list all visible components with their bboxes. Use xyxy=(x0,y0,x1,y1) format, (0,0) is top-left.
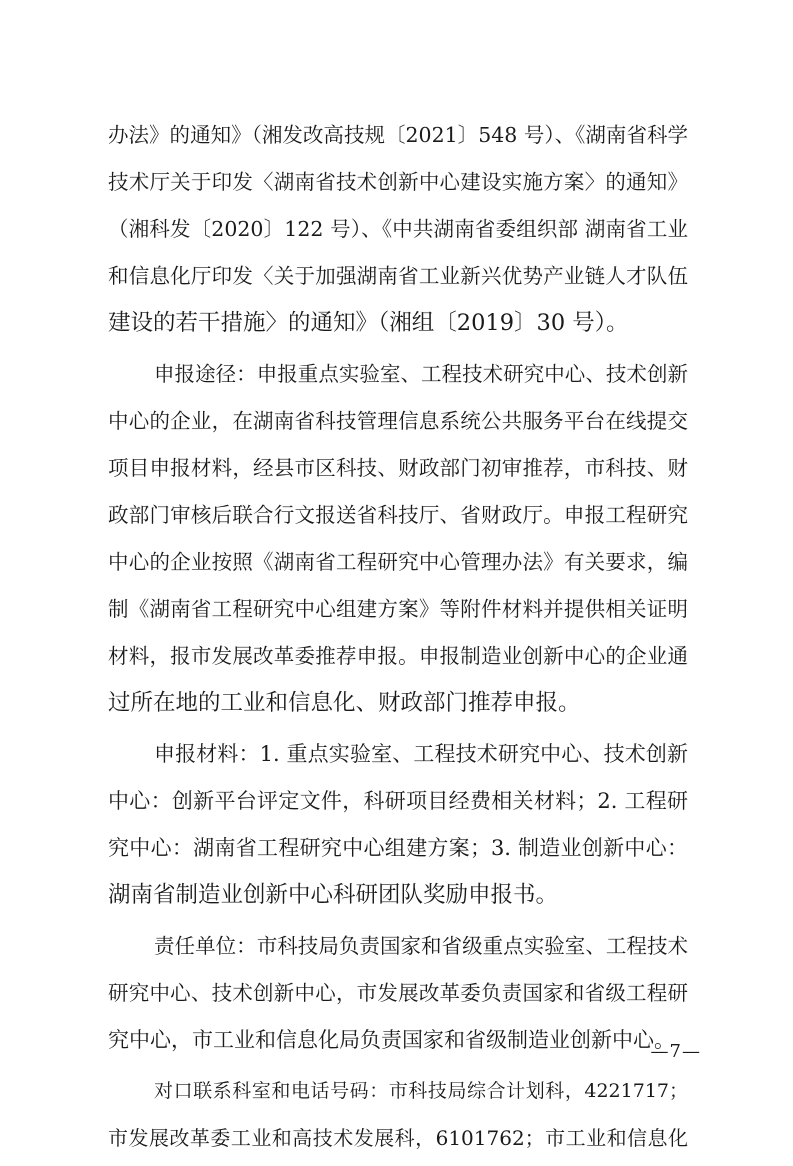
paragraph-application-materials xyxy=(108,731,688,919)
text-line: 中心的企业按照《湖南省工程研究中心管理办法》有关要求，编 xyxy=(108,550,688,574)
paragraph-application-channel xyxy=(108,351,688,727)
text-line: 对口联系科室和电话号码：市科技局综合计划科，4221717； xyxy=(154,1080,688,1102)
text-line: 制《湖南省工程研究中心组建方案》等附件材料并提供相关证明 xyxy=(108,597,688,621)
text-line: 办法》的通知》（湘发改高技规〔2021〕548 号）、《湖南省科学 xyxy=(108,123,688,147)
text-line: 材料，报市发展改革委推荐申报。申报制造业创新中心的企业通 xyxy=(108,644,688,668)
text-line: 申报途径：申报重点实验室、工程技术研究中心、技术创新 xyxy=(154,362,688,386)
text-line: 市发展改革委工业和高技术发展科，6101762；市工业和信息化 xyxy=(108,1126,688,1150)
text-line: 研究中心、技术创新中心，市发展改革委负责国家和省级工程研 xyxy=(108,981,688,1005)
text-line: 中心的企业，在湖南省科技管理信息系统公共服务平台在线提交 xyxy=(108,409,688,433)
paragraph-responsible-units xyxy=(108,923,688,1064)
text-line: 责任单位：市科技局负责国家和省级重点实验室、工程技术 xyxy=(154,934,688,958)
text-line: 究中心：湖南省工程研究中心组建方案；3. 制造业创新中心： xyxy=(108,836,688,860)
text-line: 中心：创新平台评定文件，科研项目经费相关材料；2. 工程研 xyxy=(108,789,688,813)
paragraph-contacts xyxy=(108,1068,688,1162)
text-line: 申报材料：1. 重点实验室、工程技术研究中心、技术创新 xyxy=(154,742,688,766)
text-line: 项目申报材料，经县市区科技、财政部门初审推荐，市科技、财 xyxy=(108,456,688,480)
text-line: 究中心，市工业和信息化局负责国家和省级制造业创新中心。 xyxy=(108,1028,675,1052)
body-text xyxy=(108,112,688,1166)
text-line: 过所在地的工业和信息化、财政部门推荐申报。 xyxy=(108,690,581,716)
page-number: —7— xyxy=(650,1041,701,1062)
text-line: （湘科发〔2020〕122 号）、《中共湖南省委组织部 湖南省工业 xyxy=(108,217,688,241)
text-line: 湖南省制造业创新中心科研团队奖励申报书。 xyxy=(108,882,559,908)
text-line: 和信息化厅印发〈关于加强湖南省工业新兴优势产业链人才队伍 xyxy=(108,264,688,288)
text-line: 政部门审核后联合行文报送省科技厅、省财政厅。申报工程研究 xyxy=(108,503,688,527)
text-line: 建设的若干措施〉的通知》（湘组〔2019〕30 号）。 xyxy=(108,310,629,336)
paragraph-policy-references xyxy=(108,112,688,347)
text-line: 技术厅关于印发〈湖南省技术创新中心建设实施方案〉的通知》 xyxy=(108,170,688,194)
